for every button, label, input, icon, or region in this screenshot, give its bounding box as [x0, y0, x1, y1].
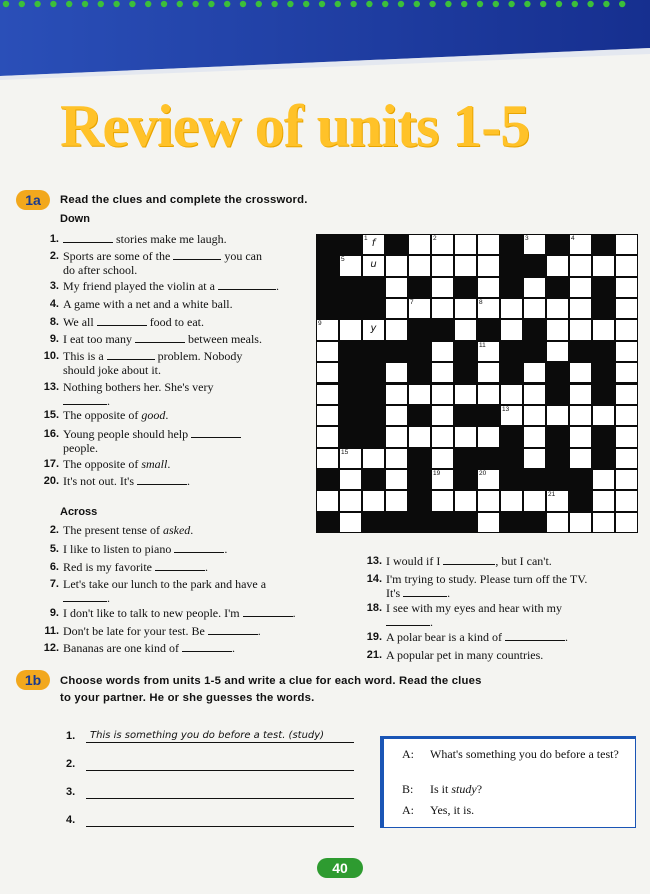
line-number: 4.	[66, 814, 76, 826]
cell-number: 8	[479, 299, 483, 307]
crossword-cell[interactable]	[523, 448, 546, 469]
dialog-speaker: A:	[402, 747, 414, 761]
crossword-cell[interactable]	[454, 234, 477, 255]
crossword-cell[interactable]	[569, 362, 592, 383]
crossword-cell[interactable]	[385, 490, 408, 511]
clue-number: 6.	[49, 561, 59, 573]
instruction-1b-line2: to your partner. He or she guesses the words.	[60, 692, 315, 704]
crossword-cell[interactable]	[477, 362, 500, 383]
banner-dot	[382, 1, 388, 7]
clue-number: 13.	[366, 555, 382, 567]
crossword-cell[interactable]	[385, 405, 408, 426]
answer-blank[interactable]	[173, 250, 221, 260]
cell-number: 4	[571, 235, 575, 242]
crossword-cell[interactable]	[500, 298, 523, 319]
crossword-cell[interactable]	[408, 426, 431, 447]
crossword-cell[interactable]	[546, 298, 569, 319]
clue-text: I like to listen to piano .	[63, 542, 228, 556]
crossword-cell[interactable]	[592, 512, 615, 533]
crossword-cell[interactable]	[431, 362, 454, 383]
crossword-cell[interactable]	[454, 298, 477, 319]
clue-text: It's not out. It's .	[63, 474, 190, 488]
clue-number: 16.	[43, 428, 59, 440]
crossword-cell[interactable]	[316, 362, 339, 383]
cell-number: 7	[410, 299, 414, 307]
banner-dot	[303, 1, 309, 7]
answer-blank[interactable]	[155, 561, 205, 571]
clue-number: 2.	[49, 524, 59, 536]
crossword-cell[interactable]	[339, 469, 362, 490]
crossword-cell[interactable]	[408, 298, 431, 319]
clue-text: I eat too many between meals.	[63, 332, 262, 346]
crossword-cell[interactable]	[569, 298, 592, 319]
crossword-cell[interactable]	[523, 234, 546, 255]
clue-text: stories make me laugh.	[63, 232, 227, 246]
cell-number: 21	[548, 491, 556, 499]
crossword-cell[interactable]	[523, 490, 546, 511]
crossword-cell[interactable]	[362, 234, 385, 255]
answer-blank[interactable]	[386, 616, 430, 626]
crossword-cell[interactable]	[615, 341, 638, 362]
exercise-badge-1b: 1b	[16, 670, 50, 690]
crossword-cell[interactable]	[477, 512, 500, 533]
cell-number: 9	[318, 320, 322, 328]
clue-number: 20.	[43, 475, 59, 487]
crossword-cell[interactable]	[592, 255, 615, 276]
crossword-cell[interactable]	[431, 298, 454, 319]
answer-rule	[86, 826, 354, 827]
crossword-cell[interactable]	[408, 255, 431, 276]
crossword-cell[interactable]	[615, 405, 638, 426]
dialog-text: Is it study?	[430, 782, 483, 796]
crossword-cell[interactable]	[408, 234, 431, 255]
cell-number: 3	[525, 235, 529, 242]
clue-number: 17.	[43, 458, 59, 470]
exercise-badge-1a: 1a	[16, 190, 50, 210]
clue-number: 15.	[43, 409, 59, 421]
crossword-cell[interactable]	[316, 319, 339, 340]
instruction-1a: Read the clues and complete the crossword.	[60, 194, 308, 206]
banner-dot	[50, 1, 56, 7]
clue-text: A game with a net and a white ball.	[63, 297, 233, 311]
banner-dot	[414, 1, 420, 7]
header-banner	[0, 0, 650, 80]
clue-number: 7.	[49, 578, 59, 590]
across-heading: Across	[60, 506, 98, 518]
crossword-cell[interactable]	[316, 490, 339, 511]
banner-dot	[572, 1, 578, 7]
clue-text: My friend played the violin at a .	[63, 279, 279, 293]
crossword-cell[interactable]	[454, 255, 477, 276]
crossword-cell[interactable]	[500, 490, 523, 511]
banner-dot	[66, 1, 72, 7]
banner-dot	[240, 1, 246, 7]
crossword-cell[interactable]	[431, 448, 454, 469]
crossword-cell[interactable]	[500, 405, 523, 426]
banner-dot	[34, 1, 40, 7]
clue-text: Young people should help people.	[63, 427, 241, 455]
crossword-cell[interactable]	[339, 448, 362, 469]
crossword-cell[interactable]	[500, 319, 523, 340]
crossword-cell[interactable]	[362, 448, 385, 469]
answer-blank[interactable]	[97, 316, 147, 326]
write-line[interactable]	[66, 758, 366, 774]
crossword-cell[interactable]	[569, 384, 592, 405]
dialog-speaker: A:	[402, 803, 414, 817]
banner-dot	[98, 1, 104, 7]
crossword-cell[interactable]	[523, 362, 546, 383]
banner-dot	[208, 1, 214, 7]
crossword-cell[interactable]	[385, 277, 408, 298]
cell-number: 5	[341, 256, 345, 264]
clue-text: I don't like to talk to new people. I'm .	[63, 606, 296, 620]
answer-rule	[86, 742, 354, 743]
crossword-cell[interactable]	[615, 319, 638, 340]
crossword-cell[interactable]	[431, 277, 454, 298]
clue-number: 9.	[49, 607, 59, 619]
crossword-cell[interactable]	[362, 490, 385, 511]
answer-blank[interactable]	[137, 475, 187, 485]
line-number: 2.	[66, 758, 76, 770]
crossword-cell[interactable]	[569, 405, 592, 426]
crossword-cell[interactable]	[477, 255, 500, 276]
down-heading: Down	[60, 213, 90, 225]
crossword-cell[interactable]	[362, 255, 385, 276]
banner-dot	[19, 1, 25, 7]
clue-text: Sports are some of the you can do after school.	[63, 249, 262, 277]
banner-dot	[161, 1, 167, 7]
answer-blank[interactable]	[107, 350, 155, 360]
crossword-cell[interactable]	[592, 405, 615, 426]
answer-blank[interactable]	[182, 642, 232, 652]
cell-number: 11	[479, 341, 486, 349]
clue-text: I would if I , but I can't.	[386, 554, 552, 568]
clue-number: 11.	[44, 625, 59, 637]
crossword-cell[interactable]	[431, 341, 454, 362]
banner-dot	[587, 1, 593, 7]
cell-letter: f	[371, 238, 376, 249]
crossword-cell[interactable]	[523, 277, 546, 298]
clue-number: 19.	[366, 631, 382, 643]
crossword-cell[interactable]	[569, 255, 592, 276]
write-line[interactable]	[66, 814, 366, 830]
crossword-cell[interactable]	[385, 298, 408, 319]
banner-dot	[129, 1, 135, 7]
crossword-cell[interactable]	[385, 469, 408, 490]
banner-dot	[350, 1, 356, 7]
dialog-speaker: B:	[402, 782, 414, 796]
answer-blank[interactable]	[63, 592, 107, 602]
crossword-cell[interactable]	[408, 384, 431, 405]
banner-dot	[256, 1, 262, 7]
cell-letter: u	[370, 259, 377, 271]
dialog-text: What's something you do before a test?	[430, 747, 619, 761]
crossword-cell[interactable]	[615, 298, 638, 319]
crossword-cell[interactable]	[615, 426, 638, 447]
crossword-cell[interactable]	[477, 384, 500, 405]
answer-blank[interactable]	[443, 555, 495, 565]
crossword-cell[interactable]	[546, 490, 569, 511]
clue-number: 4.	[49, 298, 59, 310]
crossword-cell[interactable]	[477, 277, 500, 298]
crossword-cell[interactable]	[592, 490, 615, 511]
crossword-cell[interactable]	[523, 426, 546, 447]
cell-number: 19	[433, 469, 441, 477]
answer-rule	[86, 770, 354, 771]
answer-blank[interactable]	[243, 607, 293, 617]
crossword-cell[interactable]	[546, 341, 569, 362]
clue-text: The opposite of small.	[63, 457, 171, 471]
crossword-cell[interactable]	[431, 490, 454, 511]
crossword-cell[interactable]	[477, 234, 500, 255]
banner-dot	[192, 1, 198, 7]
banner-dot	[524, 1, 530, 7]
clue-number: 3.	[49, 280, 59, 292]
crossword-cell[interactable]	[569, 277, 592, 298]
crossword-cell[interactable]	[431, 234, 454, 255]
page-title: Review of units 1-5	[60, 93, 530, 159]
clue-text: Don't be late for your test. Be .	[63, 624, 261, 638]
crossword-cell[interactable]	[477, 341, 500, 362]
crossword-cell[interactable]	[454, 319, 477, 340]
crossword-cell[interactable]	[431, 426, 454, 447]
crossword-cell[interactable]	[615, 255, 638, 276]
crossword-cell[interactable]	[477, 426, 500, 447]
banner-dot	[556, 1, 562, 7]
banner-dot	[493, 1, 499, 7]
crossword-cell[interactable]	[615, 448, 638, 469]
answer-blank[interactable]	[403, 587, 447, 597]
line-number: 3.	[66, 786, 76, 798]
crossword-cell[interactable]	[569, 448, 592, 469]
crossword-cell[interactable]	[569, 319, 592, 340]
crossword-cell[interactable]	[316, 405, 339, 426]
crossword-cell[interactable]	[431, 255, 454, 276]
cell-letter: y	[370, 323, 377, 335]
crossword-cell[interactable]	[339, 512, 362, 533]
banner-dot	[271, 1, 277, 7]
crossword-cell[interactable]	[454, 490, 477, 511]
clue-number: 1.	[49, 233, 59, 245]
crossword-cell[interactable]	[523, 405, 546, 426]
crossword-cell[interactable]	[523, 384, 546, 405]
banner-dot	[145, 1, 151, 7]
line-number: 1.	[66, 730, 76, 742]
banner-dot	[540, 1, 546, 7]
crossword-cell[interactable]	[569, 512, 592, 533]
clue-number: 10.	[43, 350, 59, 362]
crossword-cell[interactable]	[615, 277, 638, 298]
clue-text: A polar bear is a kind of .	[386, 630, 568, 644]
clue-text: I'm trying to study. Please turn off the TV. It's .	[386, 572, 588, 600]
answer-blank[interactable]	[208, 625, 258, 635]
crossword-cell[interactable]	[477, 298, 500, 319]
crossword-cell[interactable]	[615, 384, 638, 405]
banner-dot	[113, 1, 119, 7]
banner-dot	[603, 1, 609, 7]
dot-pattern	[0, 0, 630, 8]
crossword-cell[interactable]	[500, 384, 523, 405]
cell-number: 20	[479, 469, 487, 477]
clue-text: I see with my eyes and hear with my .	[386, 601, 562, 629]
crossword-cell[interactable]	[454, 426, 477, 447]
clue-text: Nothing bothers her. She's very .	[63, 380, 214, 408]
answer-blank[interactable]	[63, 395, 107, 405]
crossword-cell[interactable]	[385, 448, 408, 469]
crossword-cell[interactable]	[385, 362, 408, 383]
clue-text: Bananas are one kind of .	[63, 641, 235, 655]
crossword-cell[interactable]	[569, 426, 592, 447]
clue-text: Let's take our lunch to the park and have a .	[63, 577, 267, 605]
banner-dot	[287, 1, 293, 7]
crossword-cell[interactable]	[477, 490, 500, 511]
dialog-text: Yes, it is.	[430, 803, 475, 817]
page-number: 40	[317, 858, 363, 878]
banner-dot	[366, 1, 372, 7]
banner-dot	[335, 1, 341, 7]
crossword-cell[interactable]	[454, 384, 477, 405]
crossword-cell[interactable]	[339, 319, 362, 340]
crossword-grid	[316, 234, 638, 533]
crossword-cell[interactable]	[316, 426, 339, 447]
cell-number: 2	[433, 235, 437, 242]
banner-dot	[445, 1, 451, 7]
clue-number: 18.	[366, 602, 382, 614]
clue-text: A popular pet in many countries.	[386, 648, 544, 662]
example-dialog-box	[380, 736, 636, 828]
answer-blank[interactable]	[174, 543, 224, 553]
clue-number: 21.	[366, 649, 382, 661]
clue-text: We all food to eat.	[63, 315, 205, 329]
answer-blank[interactable]	[63, 233, 113, 243]
clue-text: Red is my favorite .	[63, 560, 208, 574]
banner-dot	[177, 1, 183, 7]
banner-dot	[82, 1, 88, 7]
crossword-cell[interactable]	[385, 255, 408, 276]
banner-dot	[3, 1, 9, 7]
instruction-1b-line1: Choose words from units 1-5 and write a clue for each word. Read the clues	[60, 675, 482, 687]
clue-number: 8.	[49, 316, 59, 328]
crossword-cell[interactable]	[592, 319, 615, 340]
clue-text: The present tense of asked.	[63, 523, 194, 537]
crossword-cell[interactable]	[546, 319, 569, 340]
banner-dot	[619, 1, 625, 7]
crossword-cell[interactable]	[316, 384, 339, 405]
clue-number: 9.	[49, 333, 59, 345]
crossword-cell[interactable]	[615, 234, 638, 255]
crossword-cell[interactable]	[339, 255, 362, 276]
write-line[interactable]	[66, 786, 366, 802]
answer-blank[interactable]	[135, 333, 185, 343]
crossword-cell[interactable]	[546, 405, 569, 426]
crossword-cell[interactable]	[316, 341, 339, 362]
crossword-cell[interactable]	[615, 512, 638, 533]
crossword-cell[interactable]	[569, 234, 592, 255]
crossword-cell[interactable]	[431, 384, 454, 405]
cell-number: 1	[364, 235, 368, 242]
example-answer: This is something you do before a test. (study)	[90, 730, 325, 741]
answer-blank[interactable]	[505, 631, 565, 641]
crossword-cell[interactable]	[615, 469, 638, 490]
crossword-cell[interactable]	[385, 384, 408, 405]
answer-blank[interactable]	[191, 428, 241, 438]
crossword-cell[interactable]	[431, 469, 454, 490]
crossword-cell[interactable]	[316, 448, 339, 469]
cell-number: 15	[341, 448, 349, 456]
clue-number: 2.	[49, 250, 59, 262]
clue-number: 13.	[43, 381, 59, 393]
write-line[interactable]	[66, 730, 366, 746]
crossword-cell[interactable]	[592, 469, 615, 490]
clue-number: 14.	[366, 573, 382, 585]
crossword-cell[interactable]	[362, 319, 385, 340]
banner-dot	[398, 1, 404, 7]
answer-blank[interactable]	[218, 280, 276, 290]
crossword-cell[interactable]	[477, 469, 500, 490]
banner-dot	[429, 1, 435, 7]
crossword-cell[interactable]	[431, 405, 454, 426]
banner-dot	[477, 1, 483, 7]
answer-rule	[86, 798, 354, 799]
clue-number: 5.	[49, 543, 59, 555]
crossword-cell[interactable]	[385, 426, 408, 447]
clue-number: 12.	[43, 642, 59, 654]
banner-dot	[224, 1, 230, 7]
banner-dot	[508, 1, 514, 7]
crossword-cell[interactable]	[546, 512, 569, 533]
crossword-cell[interactable]	[385, 319, 408, 340]
clue-text: This is a problem. Nobody should joke about it.	[63, 349, 243, 377]
banner-dot	[319, 1, 325, 7]
crossword-cell[interactable]	[615, 362, 638, 383]
crossword-cell[interactable]	[339, 490, 362, 511]
crossword-cell[interactable]	[546, 255, 569, 276]
banner-dot	[461, 1, 467, 7]
cell-number: 13	[502, 405, 510, 413]
clue-text: The opposite of good.	[63, 408, 169, 422]
crossword-cell[interactable]	[615, 490, 638, 511]
crossword-cell[interactable]	[523, 298, 546, 319]
